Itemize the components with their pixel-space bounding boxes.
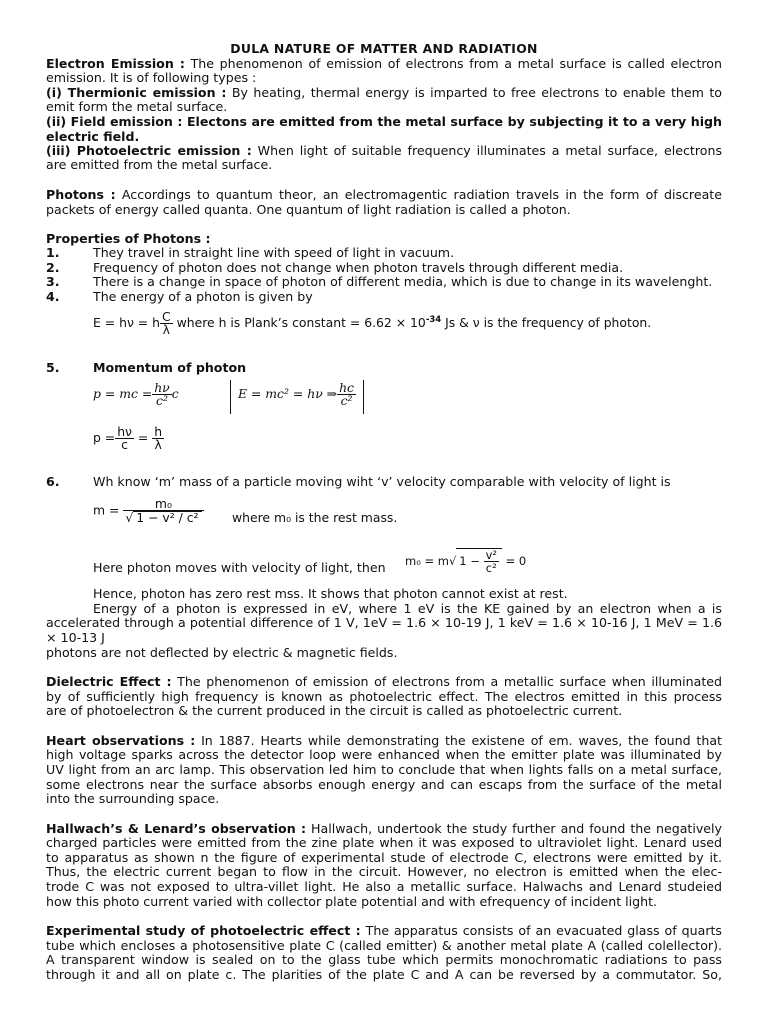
list-number: 1. (46, 245, 60, 260)
text-line: Hence, photon has zero rest mss. It shows that photon cannot exist at rest. (93, 586, 568, 601)
text-line: by of sufficiently high frequency is known as photoelectric effect. The electros emitted in this process (46, 689, 722, 704)
heart-heading: Heart observations : (46, 733, 196, 748)
zero-rest-mass-equation: m₀ = m√ 1 − $\frac{\text{v²}}{\text{c²}}$ = 0 (405, 548, 527, 575)
electron-emission-heading: Electron Emission : (46, 56, 185, 71)
heart-line: Heart observations : In 1887. Hearts while demonstrating the existene of em. waves, the found that (46, 733, 722, 748)
dielectric-heading: Dielectric Effect : (46, 674, 172, 689)
hallwach-heading: Hallwach’s & Lenard’s observation : (46, 821, 307, 836)
text-line: UV light from an arc lamp. This observation led him to conclude that when lights falls on a metal surface, (46, 762, 722, 777)
thermionic-heading: (i) Thermionic emission : (46, 85, 227, 100)
experimental-heading: Experimental study of photoelectric effect : (46, 923, 361, 938)
energy-mass-equation: E = mc² = hν ⇒ $\frac{hc}{\text{c²}}$ (238, 380, 354, 408)
text-line: A transparent window is sealed on to the glass tube which permits monochromatic radiations to pass (46, 952, 722, 967)
text-line: Here photon moves with velocity of light, then (93, 560, 386, 575)
list-item: There is a change in space of photon of different media, which is due to change in its wavelenght. (93, 274, 713, 289)
list-item: They travel in straight line with speed of light in vacuum. (93, 245, 455, 260)
text-line: Thus, the electric current began to flow in the circuit. However, no electron is emitted when the elec- (46, 864, 722, 879)
list-item: The energy of a photon is given by (93, 289, 313, 304)
field-emission-line: (ii) Field emission : Electons are emitted from the metal surface by subjecting it to a very high (46, 114, 722, 129)
text-line: packets of energy called quanta. One quantum of light radiation is called a photon. (46, 202, 571, 217)
experimental-line: Experimental study of photoelectric effect : The apparatus consists of an evacuated glass of quarts (46, 923, 722, 938)
photons-line: Photons : Accordings to quantum theor, an electromagentic radiation travels in the form of discreate (46, 187, 722, 202)
momentum-heading: Momentum of photon (93, 360, 247, 375)
text-line: are emitted from the metal surface. (46, 157, 273, 172)
text-line: Energy of a photon is expressed in eV, where 1 eV is the KE gained by an electron when a is (93, 601, 722, 616)
dielectric-line: Dielectric Effect : The phenomenon of emission of electrons from a metallic surface when illuminated (46, 674, 722, 689)
rest-mass-note: where m₀ is the rest mass. (232, 510, 398, 525)
momentum-wavelength-equation: p = $\frac{h\nu}{c}$ = $\frac{h}{\lambda}$ (93, 424, 163, 452)
list-number: 2. (46, 260, 60, 275)
list-number: 6. (46, 474, 60, 489)
text-line: photons are not deflected by electric & magnetic fields. (46, 645, 398, 660)
page-title: DULA NATURE OF MATTER AND RADIATION (230, 41, 538, 56)
text-line: are of photoelectron & the current produced in the circuit is called as photoelectric current. (46, 703, 623, 718)
text-line: charged particles were emitted from the zine plate when it was exposed to ultraviolet light. Lenard used (46, 835, 722, 850)
text-line: how this photo current varied with collector plate potential and with efrequency of incident light. (46, 894, 658, 909)
mass-text: Wh know ‘m’ mass of a particle moving wiht ‘v’ velocity comparable with velocity of light is (93, 474, 671, 489)
text-line: emission. It is of following types : (46, 70, 257, 85)
properties-heading: Properties of Photons : (46, 231, 211, 246)
photoelectric-heading: (iii) Photoelectric emission : (46, 143, 252, 158)
text-line: tube which encloses a photosensitive plate C (called emitter) & another metal plate A (called colellector). (46, 938, 722, 953)
text-line: electric field. (46, 129, 140, 144)
fraction: $\frac{C}{\lambda}$ (161, 309, 171, 337)
electron-emission-line: Electron Emission : The phenomenon of emission of electrons from a metal surface is called electron (46, 56, 722, 71)
text-line: high voltage sparks across the detector loop were enhanced when the emitter plate was illuminated by (46, 747, 722, 762)
text-line: some electrons near the surface absorbs enough energy and can escaps from the surface of the metal (46, 777, 722, 792)
photoelectric-line: (iii) Photoelectric emission : When light of suitable frequency illuminates a metal surface, electrons (46, 143, 722, 158)
hallwach-line: Hallwach’s & Lenard’s observation : Hallwach, undertook the study further and found the negatively (46, 821, 722, 836)
text-line: into the surrounding space. (46, 791, 220, 806)
list-number: 5. (46, 360, 60, 375)
text-line: emit form the metal surface. (46, 99, 228, 114)
photons-heading: Photons : (46, 187, 116, 202)
list-number: 4. (46, 289, 60, 304)
photon-energy-equation: E = hν = h $\frac{C}{\lambda}$ where h is Plank’s constant = $6.62 \times 10^{-34}$ Js & ν is the frequency of photon. (93, 309, 652, 337)
text-line: × 10-13 J (46, 630, 105, 645)
text-line: through it and all on plate c. The plarities of the plate C and A can be reversed by a commutator. So, (46, 967, 722, 982)
text-line: to apparatus as shown n the figure of experimental stude of electrode C, electrons were emitted by it. (46, 850, 722, 865)
momentum-equation: p = mc = $\frac{h\nu}{\text{c²}}$ c (93, 380, 179, 408)
thermionic-line: (i) Thermionic emission : By heating, thermal energy is imparted to free electrons to enable them to (46, 85, 722, 100)
text-line: trode C was not exposed to ultra-villet light. He also a metallic surface. Halwachs and Lenard studeied (46, 879, 722, 894)
list-number: 3. (46, 274, 60, 289)
list-item: Frequency of photon does not change when photon travels through different media. (93, 260, 624, 275)
text-line: accelerated through a potential difference of 1 V, 1eV = 1.6 × 10-19 J, 1 keV = 1.6 × 10-16 J, 1 MeV = 1.6 (46, 615, 722, 630)
relativistic-mass-equation: m = $\frac{\text{m₀}}{\text{√ 1 − v² / c²}}$ (93, 498, 204, 524)
